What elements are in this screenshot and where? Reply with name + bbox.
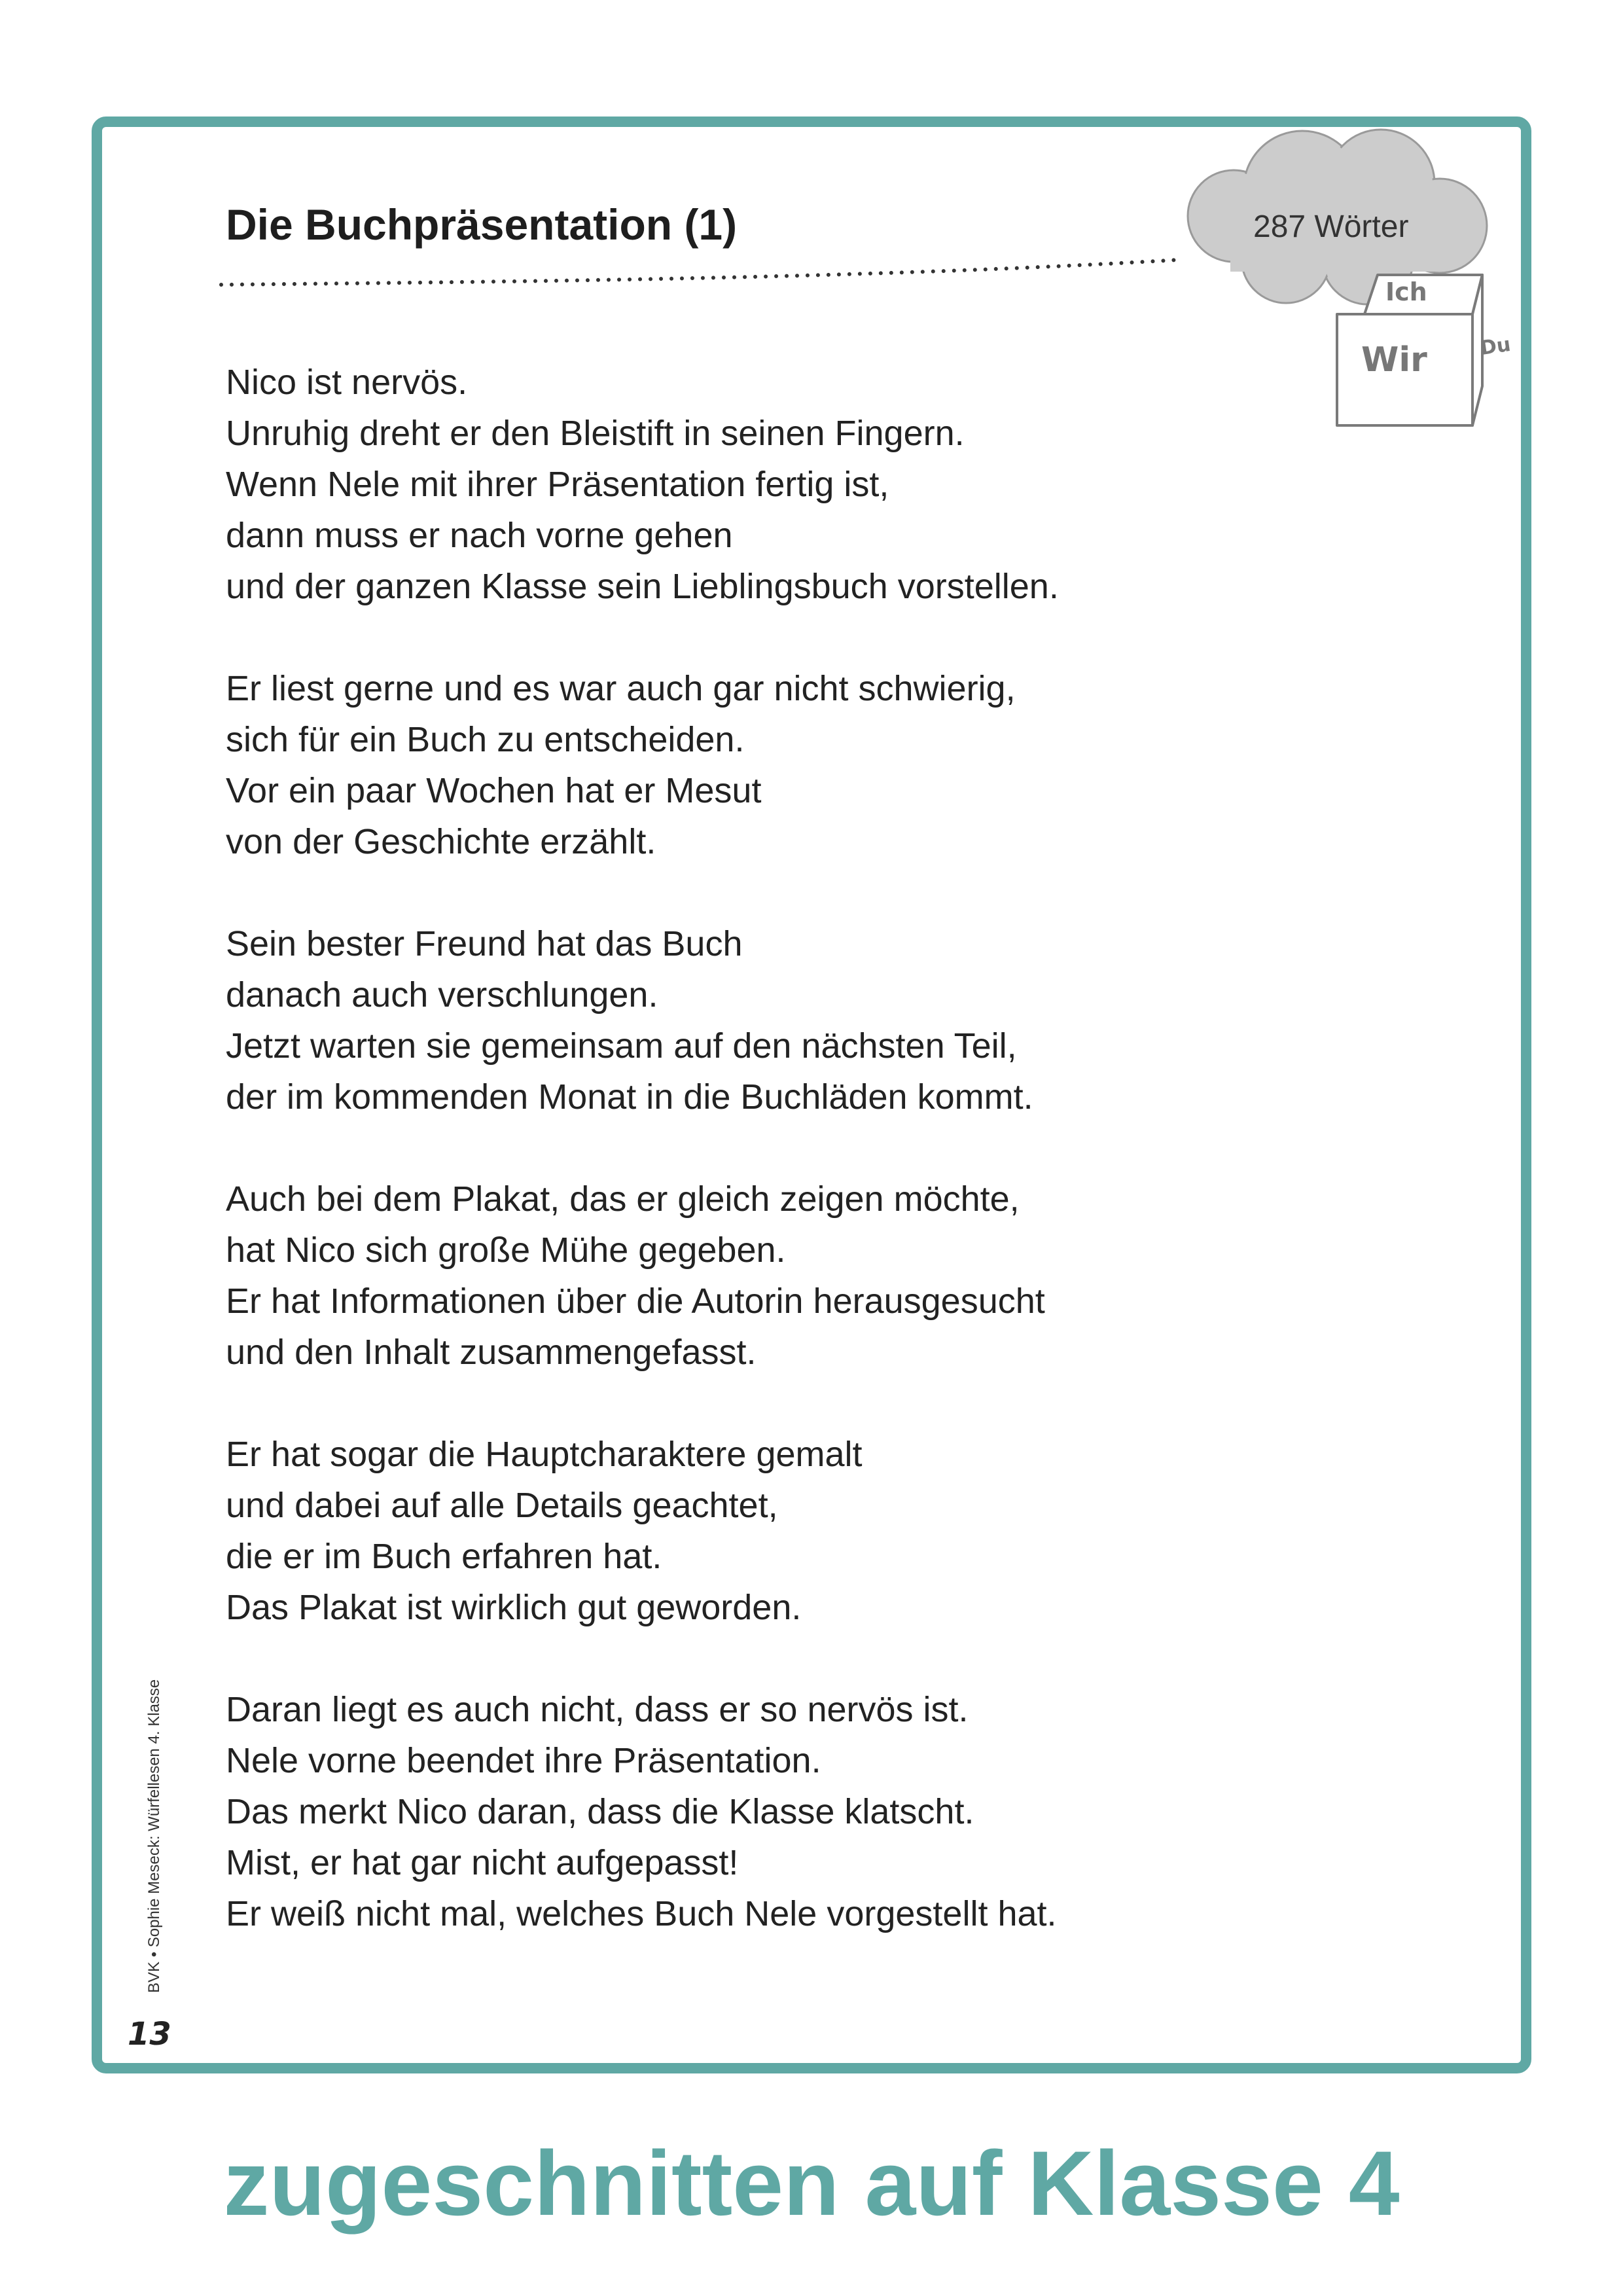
dice-face-side: Du bbox=[1478, 332, 1512, 361]
dice-face-front: Wir bbox=[1361, 340, 1427, 380]
paragraph bbox=[226, 918, 1436, 1122]
story-line: von der Geschichte erzählt. bbox=[226, 822, 656, 861]
story-line: Wenn Nele mit ihrer Präsentation fertig ist, bbox=[226, 465, 889, 504]
story-line: dann muss er nach vorne gehen bbox=[226, 516, 733, 555]
paragraph bbox=[226, 1174, 1436, 1378]
paragraph bbox=[226, 663, 1436, 867]
story-line: Daran liegt es auch nicht, dass er so nervös ist. bbox=[226, 1690, 969, 1729]
worksheet-title: Die Buchpräsentation (1) bbox=[226, 200, 738, 249]
story-line: Unruhig dreht er den Bleistift in seinen Fingern. bbox=[226, 414, 965, 453]
story-line: hat Nico sich große Mühe gegeben. bbox=[226, 1230, 786, 1270]
paragraph bbox=[226, 1429, 1436, 1633]
story-line: Er weiß nicht mal, welches Buch Nele vorgestellt hat. bbox=[226, 1894, 1057, 1933]
story-line: Er hat Informationen über die Autorin herausgesucht bbox=[226, 1282, 1045, 1321]
paragraph bbox=[226, 357, 1436, 612]
story-line: Sein bester Freund hat das Buch bbox=[226, 924, 743, 963]
paragraph bbox=[226, 1684, 1436, 1939]
dotted-divider bbox=[216, 252, 1185, 291]
story-line: und dabei auf alle Details geachtet, bbox=[226, 1486, 778, 1525]
promo-banner: zugeschnitten auf Klasse 4 bbox=[223, 2132, 1400, 2234]
page-number: 13 bbox=[128, 2016, 171, 2053]
story-line: Mist, er hat gar nicht aufgepasst! bbox=[226, 1843, 739, 1882]
story-line: danach auch verschlungen. bbox=[226, 975, 658, 1014]
publisher-note: BVK • Sophie Meseck: Würfellesen 4. Klasse bbox=[145, 1679, 163, 1993]
story-line: Er liest gerne und es war auch gar nicht schwierig, bbox=[226, 669, 1016, 708]
dice-face-top: Ich bbox=[1385, 278, 1427, 306]
story-line: Nele vorne beendet ihre Präsentation. bbox=[226, 1741, 821, 1780]
story-text bbox=[226, 357, 1436, 1990]
story-line: Jetzt warten sie gemeinsam auf den nächsten Teil, bbox=[226, 1026, 1017, 1066]
story-line: der im kommenden Monat in die Buchläden kommt. bbox=[226, 1077, 1033, 1117]
word-count: 287 Wörter bbox=[1253, 209, 1409, 244]
story-line: sich für ein Buch zu entscheiden. bbox=[226, 720, 745, 759]
story-line: Er hat sogar die Hauptcharaktere gemalt bbox=[226, 1435, 863, 1474]
story-line: Das Plakat ist wirklich gut geworden. bbox=[226, 1588, 802, 1627]
story-line: Auch bei dem Plakat, das er gleich zeigen möchte, bbox=[226, 1179, 1020, 1219]
story-line: die er im Buch erfahren hat. bbox=[226, 1537, 662, 1576]
story-line: Das merkt Nico daran, dass die Klasse klatscht. bbox=[226, 1792, 974, 1831]
story-line: und den Inhalt zusammengefasst. bbox=[226, 1333, 757, 1372]
story-line: und der ganzen Klasse sein Lieblingsbuch vorstellen. bbox=[226, 567, 1059, 606]
story-line: Nico ist nervös. bbox=[226, 363, 468, 402]
story-line: Vor ein paar Wochen hat er Mesut bbox=[226, 771, 762, 810]
